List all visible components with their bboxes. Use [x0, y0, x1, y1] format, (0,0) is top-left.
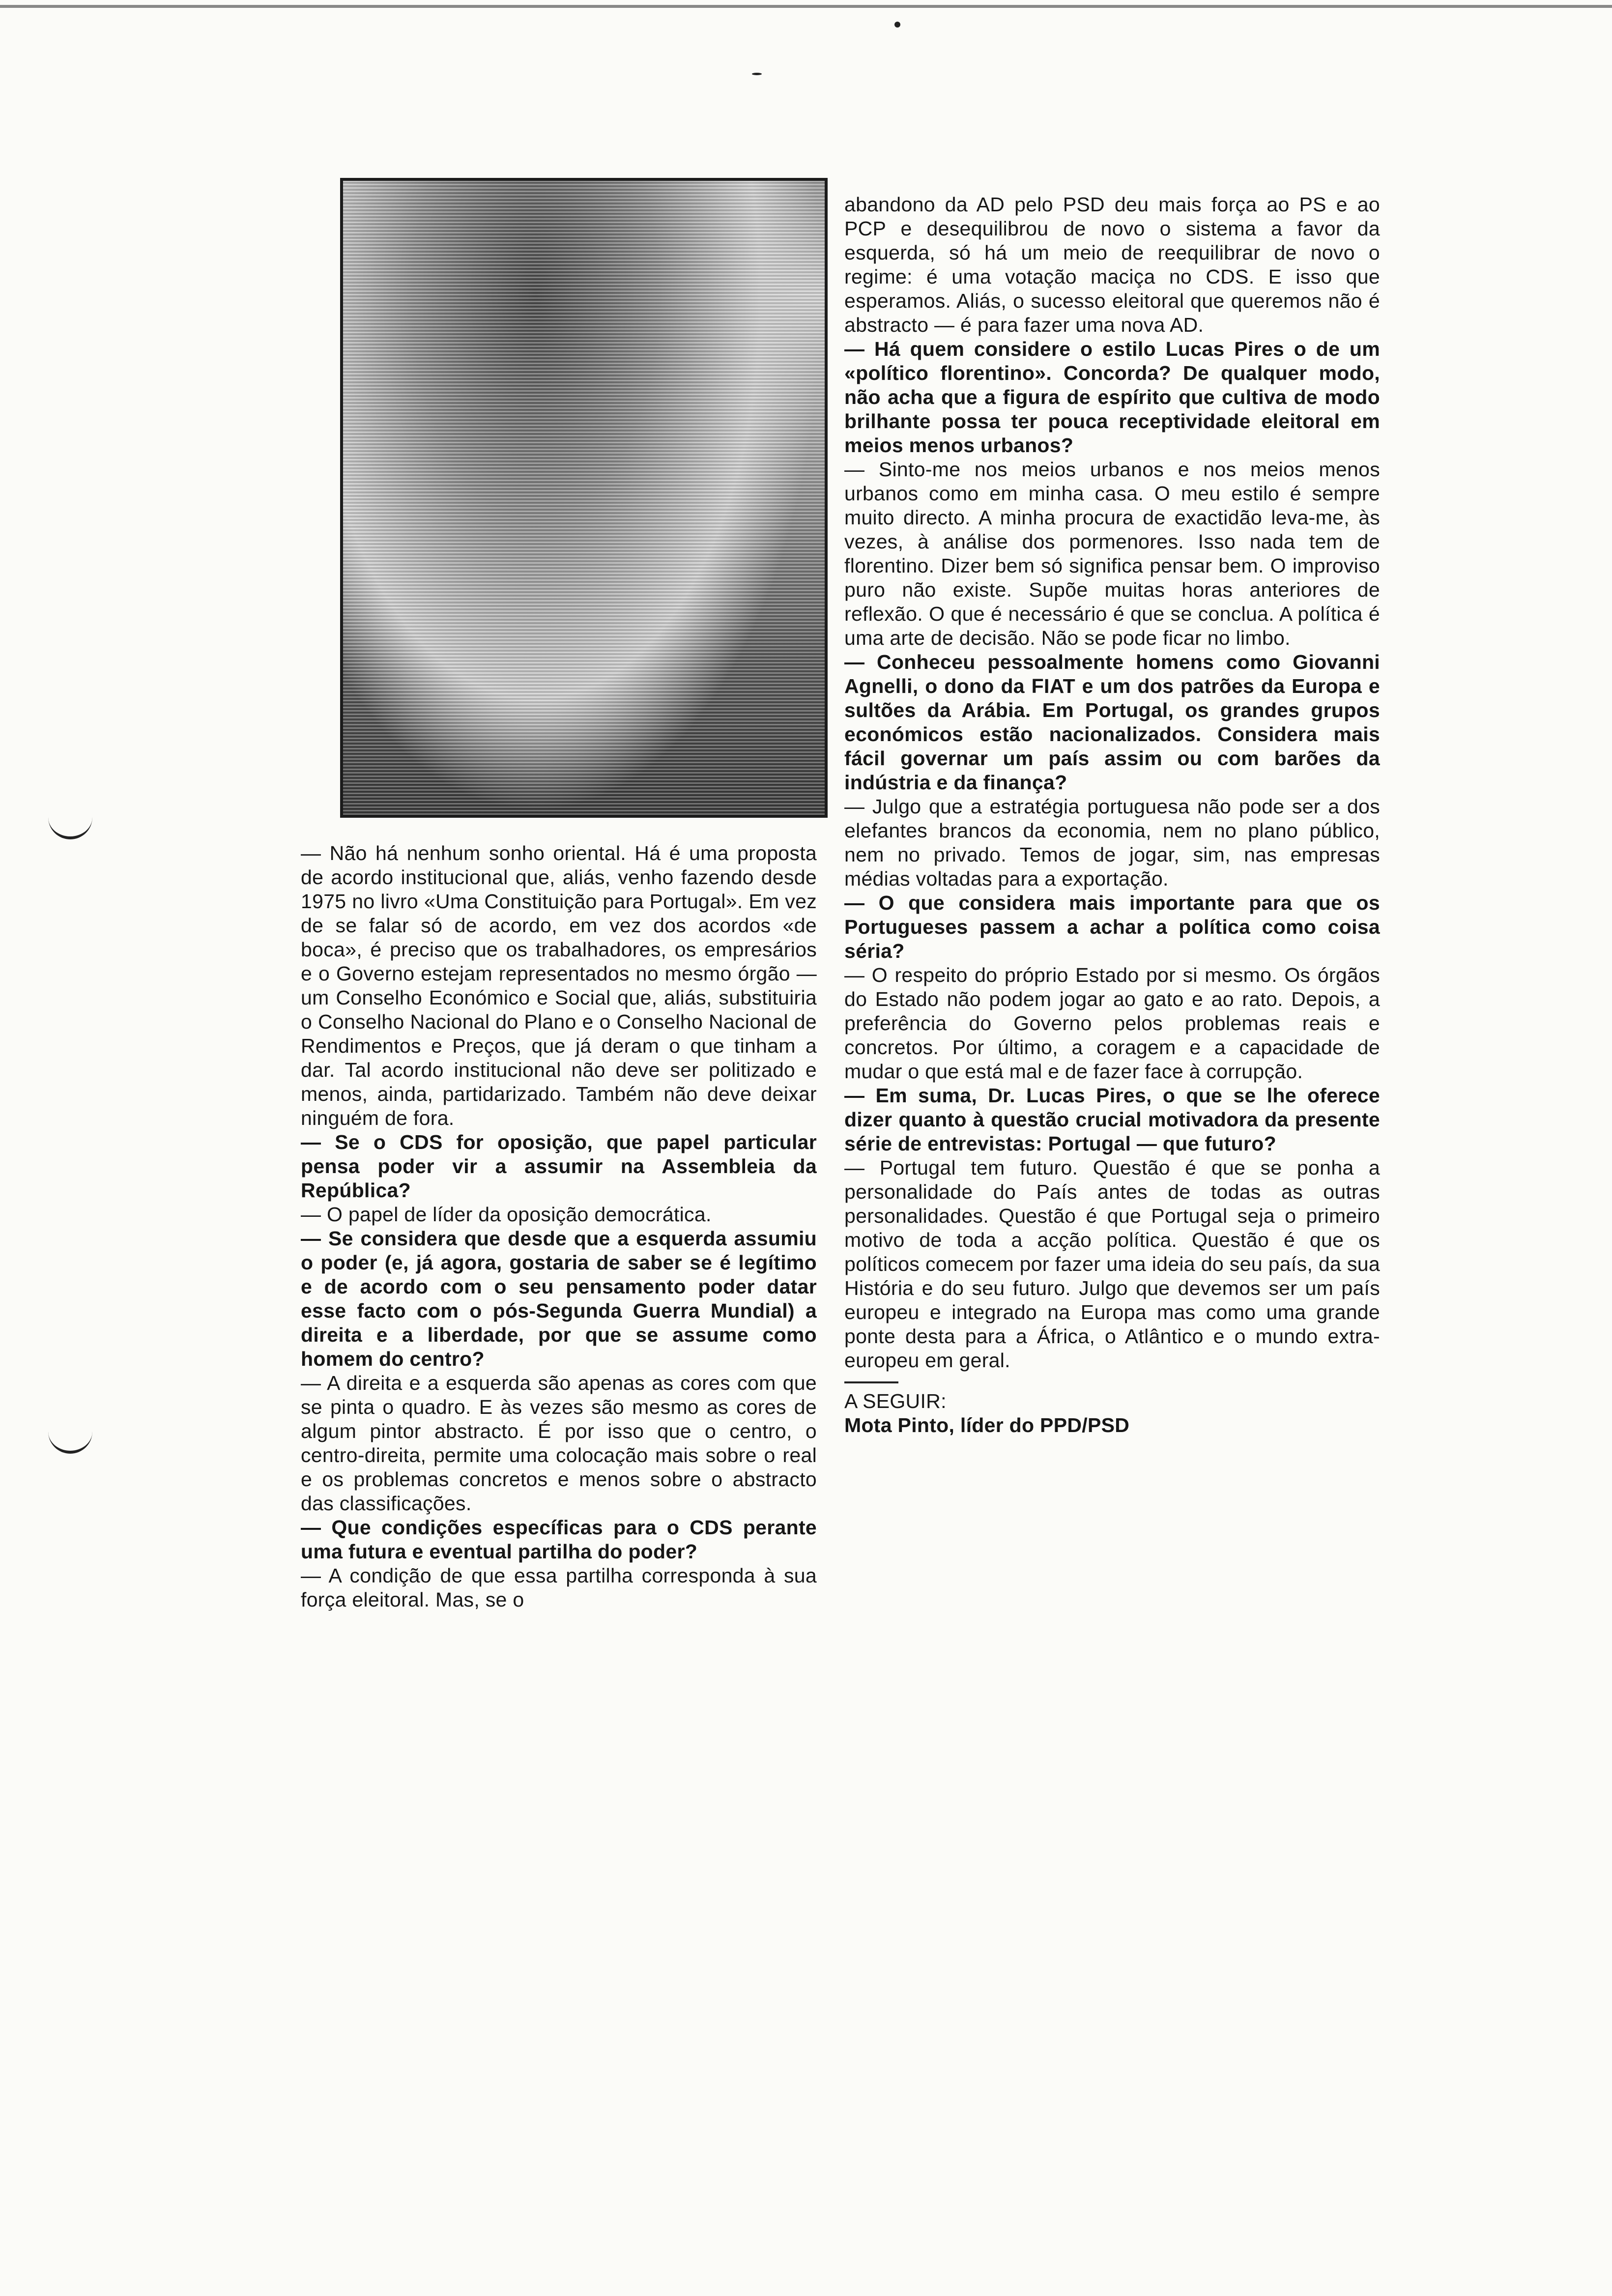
question-paragraph: — Que condições específicas para o CDS perante uma futura e eventual partilha do poder?	[301, 1516, 817, 1563]
question-paragraph: — Se o CDS for oposição, que papel particular pensa poder vir a assumir na Assembleia da República?	[301, 1131, 817, 1202]
question-paragraph: — Conheceu pessoalmente homens como Giovanni Agnelli, o dono da FIAT e um dos patrões da Europa e sultões da Arábia. Em Portugal, os grandes grupos económicos estão nacionalizados. Considera mais fácil governar um país assim ou com barões da indústria e da finança?	[844, 651, 1380, 794]
section-divider	[844, 1381, 898, 1383]
binding-mark	[48, 817, 92, 839]
next-interview-label: A SEGUIR:	[844, 1390, 947, 1412]
answer-paragraph: — A direita e a esquerda são apenas as cores com que se pinta o quadro. E às vezes são mesmo as cores de algum pintor abstracto. É por isso que o centro, o centro-direita, permite uma colocação mais sobre o real e os problemas concretos e menos sobre o abstracto das classificações.	[301, 1372, 817, 1515]
left-column	[301, 841, 817, 1612]
answer-paragraph: — Sinto-me nos meios urbanos e nos meios menos urbanos como em minha casa. O meu estilo é sempre muito directo. A minha procura de exactidão leva-me, às vezes, à análise dos pormenores. Isso nada tem de florentino. Dizer bem só significa pensar bem. O improviso puro não existe. Supõe muitas horas anteriores de reflexão. O que é necessário é que se conclua. A política é uma arte de decisão. Não se pode ficar no limbo.	[844, 458, 1380, 649]
ink-speck	[752, 73, 762, 75]
right-column	[844, 193, 1380, 1437]
question-paragraph: — Há quem considere o estilo Lucas Pires o de um «político florentino». Concorda? De qualquer modo, não acha que a figura de espírito que cultiva de modo brilhante possa ter pouca receptividade eleitoral em meios menos urbanos?	[844, 338, 1380, 457]
answer-paragraph: — Portugal tem futuro. Questão é que se ponha a personalidade do País antes de todas as outras personalidades. Questão é que Portugal seja o primeiro motivo de toda a acção política. Questão é que os políticos comecem por fazer uma ideia do seu país, da sua História e do seu futuro. Julgo que devemos ser um país europeu e integrado na Europa mas como uma grande ponte desta para a África, o Atlântico e o mundo extra-europeu em geral.	[844, 1156, 1380, 1372]
answer-paragraph: — Julgo que a estratégia portuguesa não pode ser a dos elefantes brancos da economia, nem no plano público, nem no privado. Temos de jogar, sim, nas empresas médias voltadas para a exportação.	[844, 795, 1380, 890]
portrait-photo	[340, 178, 828, 818]
answer-paragraph: — O respeito do próprio Estado por si mesmo. Os órgãos do Estado não podem jogar ao gato e ao rato. Depois, a preferência do Governo pelos problemas reais e concretos. Por último, a coragem e a capacidade de mudar o que está mal e de fazer face à corrupção.	[844, 964, 1380, 1083]
answer-paragraph: — Não há nenhum sonho oriental. Há é uma proposta de acordo institucional que, aliás, venho fazendo desde 1975 no livro «Uma Constituição para Portugal». Em vez de se falar só de acordo, em vez dos acordos «de boca», é preciso que os trabalhadores, os empresários e o Governo estejam representados no mesmo órgão — um Conselho Económico e Social que, aliás, substituiria o Conselho Nacional do Plano e o Conselho Nacional de Rendimentos e Preços, que já deram o que tinham a dar. Tal acordo institucional não deve ser politizado e menos, ainda, partidarizado. Também não deve deixar ninguém de fora.	[301, 842, 817, 1129]
question-paragraph: — O que considera mais importante para que os Portugueses passem a achar a política como coisa séria?	[844, 891, 1380, 962]
next-interview-name: Mota Pinto, líder do PPD/PSD	[844, 1414, 1130, 1436]
answer-paragraph: — A condição de que essa partilha corresponda à sua força eleitoral. Mas, se o	[301, 1564, 817, 1611]
question-paragraph: — Em suma, Dr. Lucas Pires, o que se lhe oferece dizer quanto à questão crucial motivadora da presente série de entrevistas: Portugal — que futuro?	[844, 1084, 1380, 1155]
question-paragraph: — Se considera que desde que a esquerda assumiu o poder (e, já agora, gostaria de saber se é legítimo e de acordo com o seu pensamento poder datar esse facto com o pós-Segunda Guerra Mundial) a direita e a liberdade, por que se assume como homem do centro?	[301, 1227, 817, 1370]
answer-paragraph: — O papel de líder da oposição democrática.	[301, 1203, 712, 1226]
page-top-rule	[0, 5, 1612, 8]
ink-speck	[894, 22, 900, 28]
answer-paragraph: abandono da AD pelo PSD deu mais força ao PS e ao PCP e desequilibrou de novo o sistema a favor da esquerda, só há um meio de reequilibrar de novo o regime: é uma votação maciça no CDS. E isso que esperamos. Aliás, o sucesso eleitoral que queremos não é abstracto — é para fazer uma nova AD.	[844, 193, 1380, 336]
binding-mark	[48, 1431, 92, 1454]
